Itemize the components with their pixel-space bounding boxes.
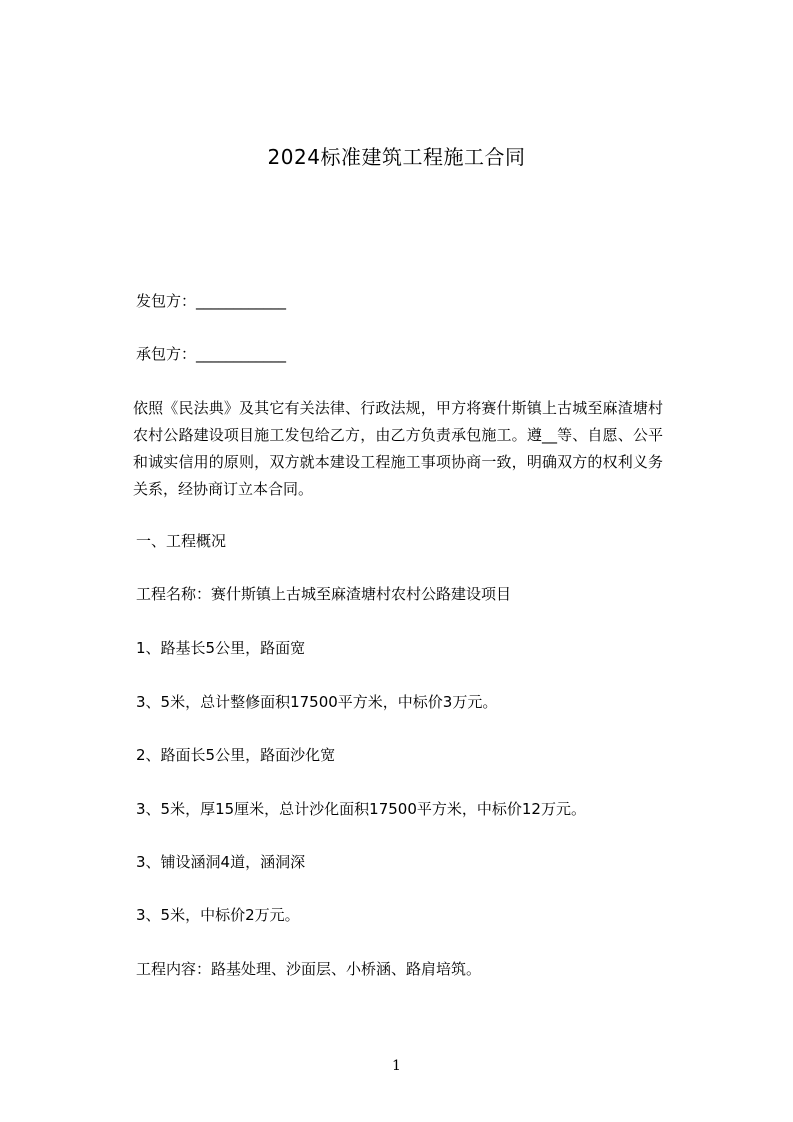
- item-line-5: 3、铺设涵洞4道，涵洞深: [136, 853, 306, 871]
- item-line-3: 2、路面长5公里，路面沙化宽: [136, 746, 336, 764]
- section-heading: 一、工程概况: [136, 532, 227, 550]
- item-line-1: 1、路基长5公里，路面宽: [136, 639, 306, 657]
- party-b-line: 承包方：____________: [136, 345, 287, 363]
- item-line-4: 3、5米，厚15厘米，总计沙化面积17500平方米，中标价12万元。: [136, 800, 586, 818]
- intro-paragraph: 依照《民法典》及其它有关法律、行政法规，甲方将赛什斯镇上古城至麻渣塘村农村公路建设项目施工发包给乙方，由乙方负责承包施工。遵__等、自愿、公平和诚实信用的原则，双方就本建设工程施工事项协商一致，明确双方的权利义务关系，经协商订立本合同。: [133, 399, 663, 498]
- item-line-2: 3、5米，总计整修面积17500平方米，中标价3万元。: [136, 693, 498, 711]
- project-name-line: 工程名称：赛什斯镇上古城至麻渣塘村农村公路建设项目: [136, 585, 512, 603]
- document-title: 2024标准建筑工程施工合同: [267, 145, 526, 169]
- party-a-line: 发包方：____________: [136, 292, 287, 310]
- item-line-6: 3、5米，中标价2万元。: [136, 906, 300, 924]
- page-number: 1: [392, 1058, 401, 1074]
- project-content-line: 工程内容：路基处理、沙面层、小桥涵、路肩培筑。: [136, 960, 482, 978]
